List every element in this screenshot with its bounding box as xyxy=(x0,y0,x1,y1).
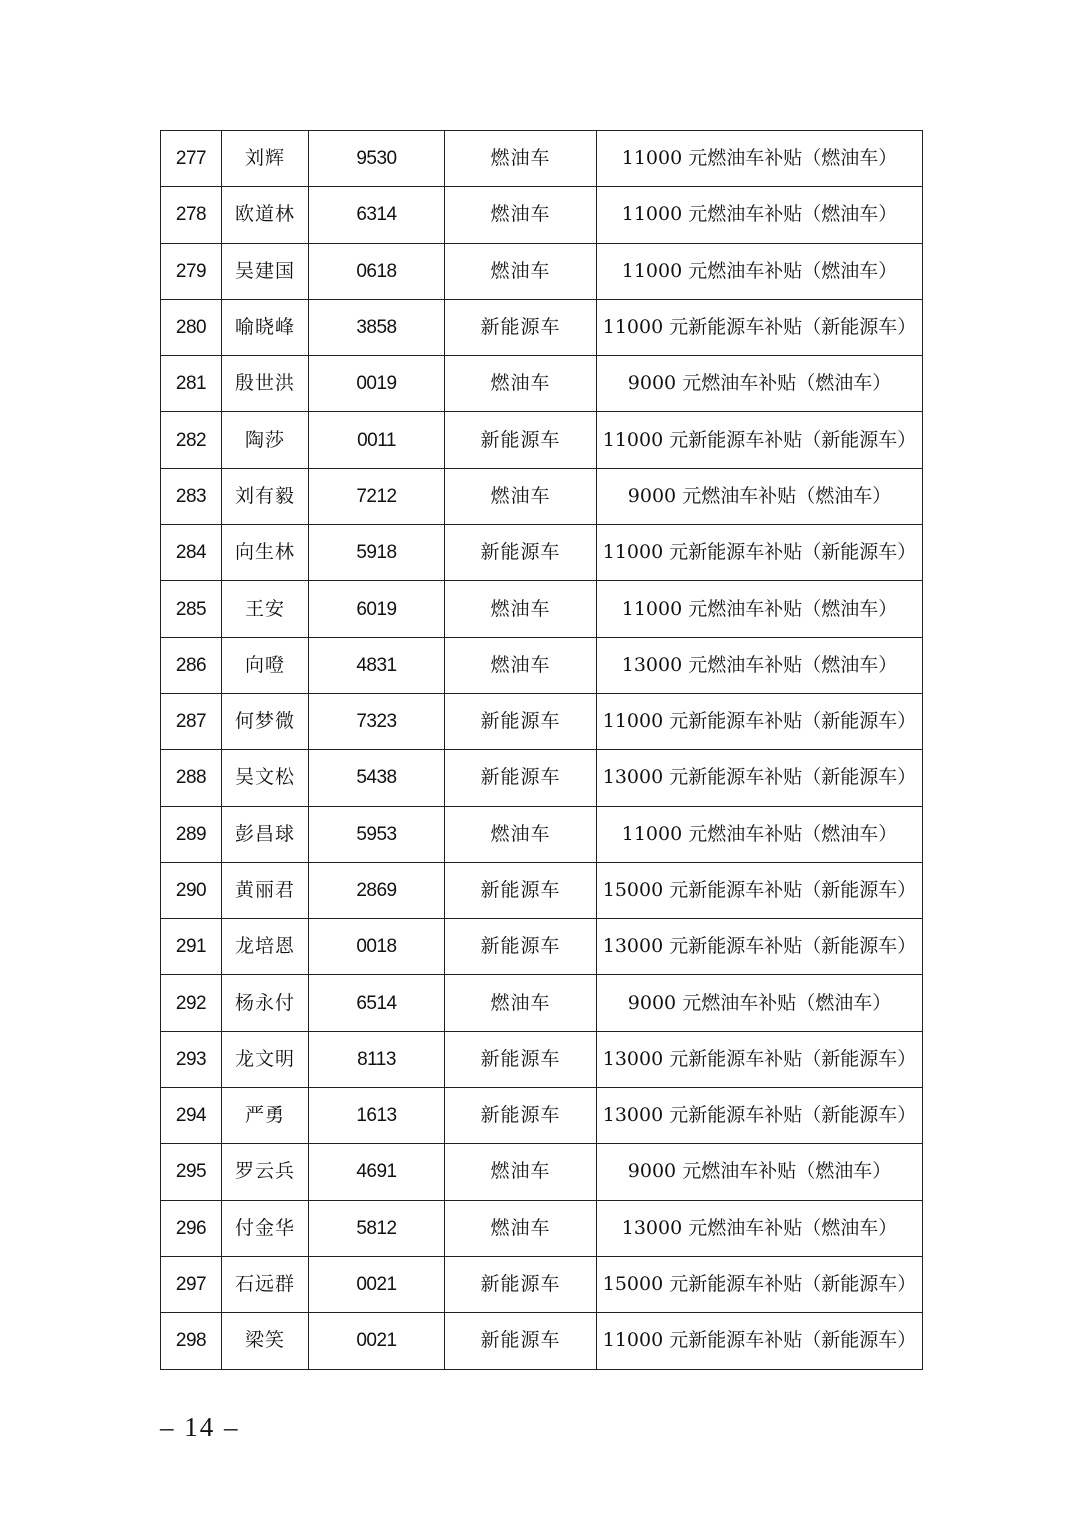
code-cell: 5438 xyxy=(309,750,445,806)
code-cell: 4831 xyxy=(309,637,445,693)
subsidy-cell: 9000 元燃油车补贴（燃油车） xyxy=(597,468,923,524)
subsidy-cell: 15000 元新能源车补贴（新能源车） xyxy=(597,1256,923,1312)
name-cell: 吴文松 xyxy=(222,750,309,806)
name-cell: 何梦微 xyxy=(222,693,309,749)
vehicle-type-cell: 燃油车 xyxy=(445,637,597,693)
name-cell: 王安 xyxy=(222,581,309,637)
row-number-cell: 295 xyxy=(161,1144,222,1200)
row-number-cell: 291 xyxy=(161,919,222,975)
table-body xyxy=(161,131,923,1370)
vehicle-type-cell: 燃油车 xyxy=(445,356,597,412)
row-number-cell: 282 xyxy=(161,412,222,468)
code-cell: 7323 xyxy=(309,693,445,749)
name-cell: 付金华 xyxy=(222,1200,309,1256)
subsidy-cell: 13000 元新能源车补贴（新能源车） xyxy=(597,1031,923,1087)
vehicle-type-cell: 新能源车 xyxy=(445,750,597,806)
subsidy-cell: 11000 元燃油车补贴（燃油车） xyxy=(597,581,923,637)
code-cell: 0011 xyxy=(309,412,445,468)
name-cell: 罗云兵 xyxy=(222,1144,309,1200)
subsidy-cell: 11000 元新能源车补贴（新能源车） xyxy=(597,412,923,468)
code-cell: 4691 xyxy=(309,1144,445,1200)
vehicle-type-cell: 燃油车 xyxy=(445,806,597,862)
vehicle-type-cell: 新能源车 xyxy=(445,1256,597,1312)
vehicle-type-cell: 燃油车 xyxy=(445,1144,597,1200)
row-number-cell: 281 xyxy=(161,356,222,412)
row-number-cell: 288 xyxy=(161,750,222,806)
row-number-cell: 296 xyxy=(161,1200,222,1256)
row-number-cell: 277 xyxy=(161,131,222,187)
code-cell: 0019 xyxy=(309,356,445,412)
subsidy-cell: 11000 元燃油车补贴（燃油车） xyxy=(597,187,923,243)
name-cell: 刘有毅 xyxy=(222,468,309,524)
table-row xyxy=(161,243,923,299)
code-cell: 3858 xyxy=(309,299,445,355)
code-cell: 1613 xyxy=(309,1088,445,1144)
name-cell: 杨永付 xyxy=(222,975,309,1031)
vehicle-type-cell: 燃油车 xyxy=(445,581,597,637)
subsidy-cell: 15000 元新能源车补贴（新能源车） xyxy=(597,862,923,918)
row-number-cell: 283 xyxy=(161,468,222,524)
row-number-cell: 284 xyxy=(161,525,222,581)
name-cell: 彭昌球 xyxy=(222,806,309,862)
vehicle-type-cell: 燃油车 xyxy=(445,975,597,1031)
table-row xyxy=(161,1313,923,1369)
vehicle-type-cell: 新能源车 xyxy=(445,693,597,749)
table-row xyxy=(161,750,923,806)
name-cell: 刘辉 xyxy=(222,131,309,187)
vehicle-type-cell: 新能源车 xyxy=(445,1031,597,1087)
name-cell: 向生林 xyxy=(222,525,309,581)
table-row xyxy=(161,693,923,749)
subsidy-cell: 11000 元新能源车补贴（新能源车） xyxy=(597,299,923,355)
subsidy-cell: 11000 元燃油车补贴（燃油车） xyxy=(597,131,923,187)
table-row xyxy=(161,468,923,524)
subsidy-cell: 11000 元新能源车补贴（新能源车） xyxy=(597,1313,923,1369)
name-cell: 黄丽君 xyxy=(222,862,309,918)
subsidy-cell: 11000 元燃油车补贴（燃油车） xyxy=(597,243,923,299)
code-cell: 0021 xyxy=(309,1313,445,1369)
table-row xyxy=(161,581,923,637)
name-cell: 向噔 xyxy=(222,637,309,693)
subsidy-cell: 11000 元燃油车补贴（燃油车） xyxy=(597,806,923,862)
row-number-cell: 294 xyxy=(161,1088,222,1144)
row-number-cell: 297 xyxy=(161,1256,222,1312)
vehicle-type-cell: 新能源车 xyxy=(445,412,597,468)
subsidy-cell: 9000 元燃油车补贴（燃油车） xyxy=(597,975,923,1031)
table-row xyxy=(161,1144,923,1200)
table-row xyxy=(161,299,923,355)
name-cell: 欧道林 xyxy=(222,187,309,243)
vehicle-type-cell: 新能源车 xyxy=(445,299,597,355)
subsidy-cell: 9000 元燃油车补贴（燃油车） xyxy=(597,1144,923,1200)
subsidy-cell: 13000 元燃油车补贴（燃油车） xyxy=(597,637,923,693)
name-cell: 龙文明 xyxy=(222,1031,309,1087)
vehicle-type-cell: 燃油车 xyxy=(445,131,597,187)
table-row xyxy=(161,356,923,412)
vehicle-type-cell: 新能源车 xyxy=(445,862,597,918)
subsidy-cell: 13000 元新能源车补贴（新能源车） xyxy=(597,1088,923,1144)
vehicle-type-cell: 燃油车 xyxy=(445,187,597,243)
vehicle-type-cell: 燃油车 xyxy=(445,1200,597,1256)
name-cell: 龙培恩 xyxy=(222,919,309,975)
row-number-cell: 287 xyxy=(161,693,222,749)
row-number-cell: 278 xyxy=(161,187,222,243)
code-cell: 5953 xyxy=(309,806,445,862)
table-row xyxy=(161,525,923,581)
table-row xyxy=(161,975,923,1031)
vehicle-type-cell: 新能源车 xyxy=(445,525,597,581)
name-cell: 石远群 xyxy=(222,1256,309,1312)
code-cell: 6514 xyxy=(309,975,445,1031)
code-cell: 2869 xyxy=(309,862,445,918)
subsidy-cell: 13000 元燃油车补贴（燃油车） xyxy=(597,1200,923,1256)
name-cell: 梁笑 xyxy=(222,1313,309,1369)
code-cell: 0018 xyxy=(309,919,445,975)
row-number-cell: 279 xyxy=(161,243,222,299)
code-cell: 0618 xyxy=(309,243,445,299)
name-cell: 喻晓峰 xyxy=(222,299,309,355)
row-number-cell: 280 xyxy=(161,299,222,355)
subsidy-cell: 9000 元燃油车补贴（燃油车） xyxy=(597,356,923,412)
table-row xyxy=(161,862,923,918)
code-cell: 5918 xyxy=(309,525,445,581)
code-cell: 5812 xyxy=(309,1200,445,1256)
code-cell: 7212 xyxy=(309,468,445,524)
vehicle-type-cell: 新能源车 xyxy=(445,1088,597,1144)
subsidy-cell: 11000 元新能源车补贴（新能源车） xyxy=(597,525,923,581)
row-number-cell: 298 xyxy=(161,1313,222,1369)
row-number-cell: 286 xyxy=(161,637,222,693)
code-cell: 6314 xyxy=(309,187,445,243)
name-cell: 陶莎 xyxy=(222,412,309,468)
table-row xyxy=(161,637,923,693)
table-row xyxy=(161,412,923,468)
table-row xyxy=(161,1200,923,1256)
row-number-cell: 292 xyxy=(161,975,222,1031)
vehicle-type-cell: 新能源车 xyxy=(445,919,597,975)
subsidy-table xyxy=(160,130,923,1370)
vehicle-type-cell: 燃油车 xyxy=(445,243,597,299)
subsidy-cell: 13000 元新能源车补贴（新能源车） xyxy=(597,919,923,975)
code-cell: 6019 xyxy=(309,581,445,637)
row-number-cell: 290 xyxy=(161,862,222,918)
table-row xyxy=(161,1088,923,1144)
vehicle-type-cell: 燃油车 xyxy=(445,468,597,524)
table-row xyxy=(161,806,923,862)
subsidy-cell: 13000 元新能源车补贴（新能源车） xyxy=(597,750,923,806)
name-cell: 殷世洪 xyxy=(222,356,309,412)
code-cell: 9530 xyxy=(309,131,445,187)
vehicle-type-cell: 新能源车 xyxy=(445,1313,597,1369)
subsidy-cell: 11000 元新能源车补贴（新能源车） xyxy=(597,693,923,749)
page-number: – 14 – xyxy=(160,1412,240,1442)
table-row xyxy=(161,187,923,243)
name-cell: 吴建国 xyxy=(222,243,309,299)
table-row xyxy=(161,919,923,975)
table-row xyxy=(161,1031,923,1087)
table-row xyxy=(161,131,923,187)
name-cell: 严勇 xyxy=(222,1088,309,1144)
row-number-cell: 289 xyxy=(161,806,222,862)
row-number-cell: 285 xyxy=(161,581,222,637)
code-cell: 8113 xyxy=(309,1031,445,1087)
code-cell: 0021 xyxy=(309,1256,445,1312)
row-number-cell: 293 xyxy=(161,1031,222,1087)
table-row xyxy=(161,1256,923,1312)
